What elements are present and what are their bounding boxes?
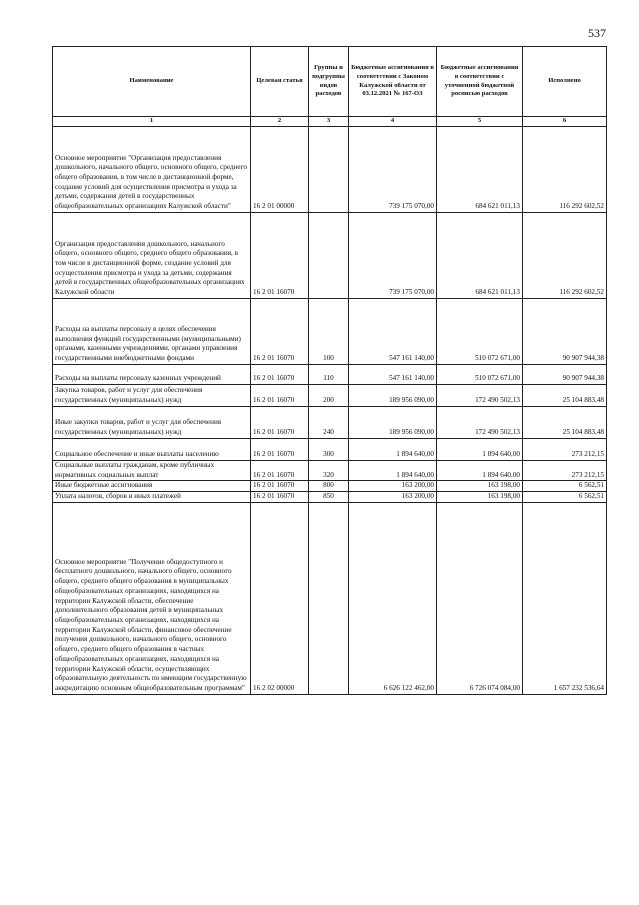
row-target: 16 2 01 16070 xyxy=(251,492,309,503)
row-name: Иные бюджетные ассигнования xyxy=(53,481,251,492)
row-executed: 116 292 602,52 xyxy=(523,212,607,298)
header-name: Наименование xyxy=(53,47,251,117)
row-law: 6 626 122 462,00 xyxy=(349,502,437,694)
row-group xyxy=(309,212,349,298)
row-target: 16 2 01 16070 xyxy=(251,364,309,384)
row-executed: 90 907 944,38 xyxy=(523,298,607,364)
row-group: 850 xyxy=(309,492,349,503)
row-target: 16 2 01 16070 xyxy=(251,438,309,460)
row-group xyxy=(309,502,349,694)
row-executed: 25 104 883,48 xyxy=(523,406,607,438)
row-target: 16 2 01 16070 xyxy=(251,384,309,406)
column-number: 3 xyxy=(309,117,349,127)
table-row xyxy=(53,460,607,480)
row-executed: 116 292 602,52 xyxy=(523,126,607,212)
row-executed: 25 104 883,48 xyxy=(523,384,607,406)
row-name: Закупка товаров, работ и услуг для обеспечения государственных (муниципальных) нужд xyxy=(53,384,251,406)
row-law: 1 894 640,00 xyxy=(349,460,437,480)
row-group: 110 xyxy=(309,364,349,384)
header-refined: Бюджетные ассигнования в соответствии с уточненной бюджетной росписью расходов xyxy=(437,47,523,117)
table-row xyxy=(53,364,607,384)
header-row xyxy=(53,47,607,117)
row-refined: 510 072 671,00 xyxy=(437,364,523,384)
row-name: Уплата налогов, сборов и иных платежей xyxy=(53,492,251,503)
row-name: Основное мероприятие "Получение общедоступного и бесплатного дошкольного, начального общего, основного общего, среднего общего образования в муниципальных общеобразовательных организациях, находящихся на территории Калужской области, обеспечение дополнительного образования детей в муниципальных общеобразовательных организациях, находящихся на территории Калужской области, финансовое обеспечение получения дошкольного, начального общего, основного общего, среднего общего образования в частных общеобразовательных организациях, находящихся на территории Калужской области, осуществляющих образовательную деятельность по имеющим государственную аккредитацию основным общеобразовательным программам" xyxy=(53,502,251,694)
table-row xyxy=(53,212,607,298)
row-name: Организация предоставления дошкольного, начального общего, основного общего, среднего общего образования, в том числе в дистанционной форме, создание условий для осуществления присмотра и ухода за детьми, содержания детей в государственных общеобразовательных организациях Калужской области xyxy=(53,212,251,298)
row-group: 800 xyxy=(309,481,349,492)
row-refined: 163 198,00 xyxy=(437,481,523,492)
row-executed: 6 562,51 xyxy=(523,492,607,503)
row-target: 16 2 01 16070 xyxy=(251,481,309,492)
row-group: 100 xyxy=(309,298,349,364)
table-row xyxy=(53,438,607,460)
row-group: 200 xyxy=(309,384,349,406)
row-executed: 1 657 232 536,64 xyxy=(523,502,607,694)
row-law: 189 956 090,00 xyxy=(349,384,437,406)
row-executed: 6 562,51 xyxy=(523,481,607,492)
row-refined: 172 490 502,13 xyxy=(437,406,523,438)
row-law: 1 894 640,00 xyxy=(349,438,437,460)
row-target: 16 2 02 00000 xyxy=(251,502,309,694)
column-number: 5 xyxy=(437,117,523,127)
row-target: 16 2 01 16070 xyxy=(251,212,309,298)
budget-table xyxy=(52,46,607,695)
row-target: 16 2 01 00000 xyxy=(251,126,309,212)
column-number: 4 xyxy=(349,117,437,127)
row-law: 189 956 090,00 xyxy=(349,406,437,438)
header-executed: Исполнено xyxy=(523,47,607,117)
row-refined: 684 621 011,13 xyxy=(437,126,523,212)
row-refined: 163 198,00 xyxy=(437,492,523,503)
table-row xyxy=(53,126,607,212)
row-target: 16 2 01 16070 xyxy=(251,460,309,480)
row-group: 300 xyxy=(309,438,349,460)
row-refined: 6 726 074 084,00 xyxy=(437,502,523,694)
row-target: 16 2 01 16070 xyxy=(251,406,309,438)
page-number: 537 xyxy=(588,26,606,40)
row-name: Основное мероприятие "Организация предоставления дошкольного, начального общего, основного общего, среднего общего образования, в том числе в дистанционной форме, создание условий для осуществления присмотра и ухода за детьми, содержания детей в государственных общеобразовательных организациях Калужской области" xyxy=(53,126,251,212)
table-row xyxy=(53,384,607,406)
table-row xyxy=(53,481,607,492)
row-law: 739 175 070,00 xyxy=(349,126,437,212)
header-law: Бюджетные ассигнования в соответствии с Законом Калужской области от 03.12.2021 № 167-ОЗ xyxy=(349,47,437,117)
row-refined: 1 894 640,00 xyxy=(437,438,523,460)
row-law: 547 161 140,00 xyxy=(349,364,437,384)
column-number: 1 xyxy=(53,117,251,127)
table-row xyxy=(53,298,607,364)
row-law: 547 161 140,00 xyxy=(349,298,437,364)
column-number: 2 xyxy=(251,117,309,127)
row-name: Социальное обеспечение и иные выплаты населению xyxy=(53,438,251,460)
row-executed: 273 212,15 xyxy=(523,438,607,460)
table-row xyxy=(53,406,607,438)
row-group xyxy=(309,126,349,212)
row-refined: 172 490 502,13 xyxy=(437,384,523,406)
row-target: 16 2 01 16070 xyxy=(251,298,309,364)
row-group: 240 xyxy=(309,406,349,438)
row-name: Социальные выплаты гражданам, кроме публичных нормативных социальных выплат xyxy=(53,460,251,480)
column-numbers-row xyxy=(53,117,607,127)
row-law: 739 175 070,00 xyxy=(349,212,437,298)
row-law: 163 200,00 xyxy=(349,481,437,492)
row-refined: 684 621 011,13 xyxy=(437,212,523,298)
row-name: Иные закупки товаров, работ и услуг для обеспечения государственных (муниципальных) нужд xyxy=(53,406,251,438)
row-law: 163 200,00 xyxy=(349,492,437,503)
row-name: Расходы на выплаты персоналу в целях обеспечения выполнения функций государственными (муниципальными) органами, казенными учреждениями, органами управления государственными внебюджетными фондами xyxy=(53,298,251,364)
row-executed: 273 212,15 xyxy=(523,460,607,480)
header-target: Целевая статья xyxy=(251,47,309,117)
column-number: 6 xyxy=(523,117,607,127)
row-name: Расходы на выплаты персоналу казенных учреждений xyxy=(53,364,251,384)
header-groups: Группы и подгруппы видов расходов xyxy=(309,47,349,117)
row-refined: 510 072 671,00 xyxy=(437,298,523,364)
row-group: 320 xyxy=(309,460,349,480)
table-row xyxy=(53,492,607,503)
row-refined: 1 894 640,00 xyxy=(437,460,523,480)
table-row xyxy=(53,502,607,694)
row-executed: 90 907 944,38 xyxy=(523,364,607,384)
